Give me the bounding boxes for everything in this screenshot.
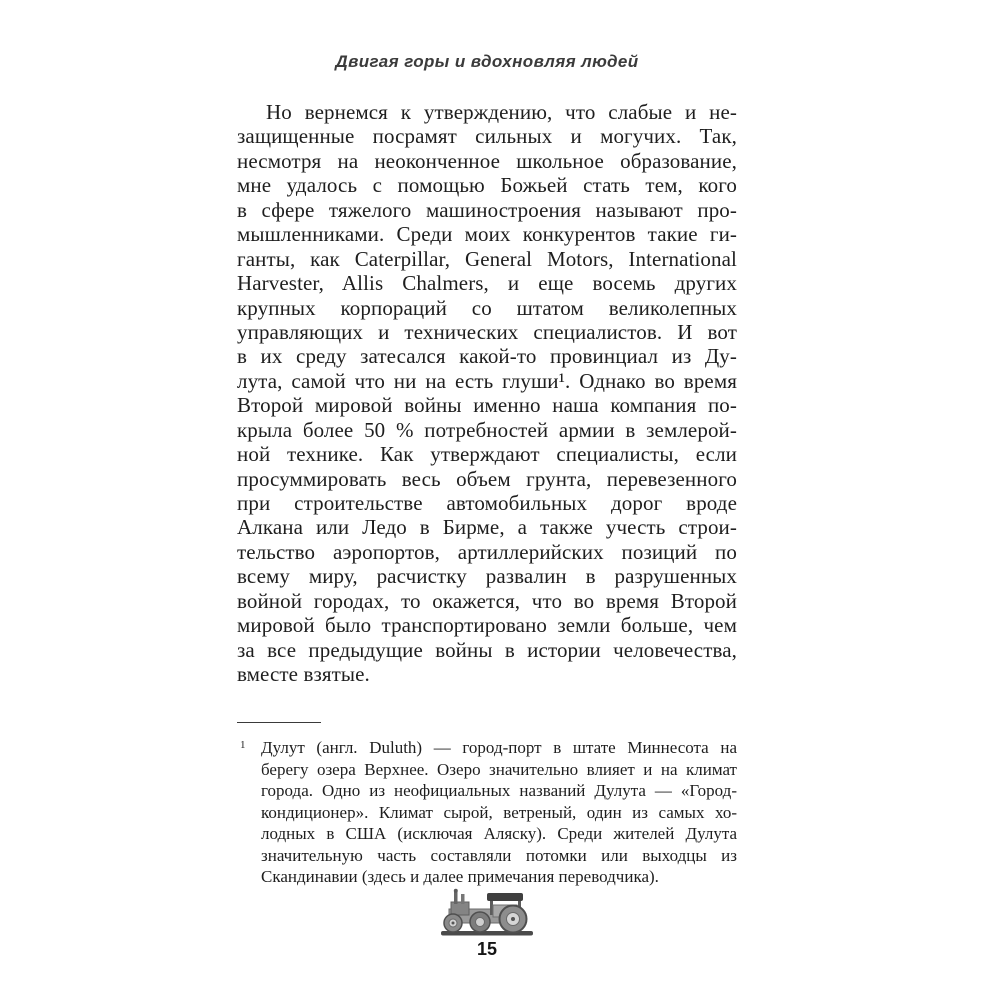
- body-line: тельство аэропортов, артиллерийских позиций по: [237, 539, 737, 564]
- body-line: несмотря на неоконченное школьное образование,: [237, 148, 737, 173]
- footnote-line: города. Одно из неофициальных названий Дулута — «Город-: [261, 781, 737, 800]
- tractor-icon: [439, 888, 535, 940]
- body-line: в сфере тяжелого машиностроения называют про-: [237, 197, 737, 222]
- body-line-paragraph-end: вместе взятые.: [237, 662, 370, 687]
- footnote: [237, 737, 737, 888]
- page-number: 15: [476, 939, 498, 959]
- footnote-line: лодных в США (исключая Аляску). Среди жителей Дулута: [261, 824, 737, 843]
- footnote-line: Дулут (англ. Duluth) — город-порт в штате Миннесота на: [261, 738, 737, 757]
- body-line: за все предыдущие войны в истории человечества,: [237, 637, 737, 662]
- footnote-separator-rule: [237, 722, 321, 723]
- body-line: Второй мировой войны именно наша компания по-: [237, 393, 737, 418]
- body-line: в их среду затесался какой-то провинциал из Ду-: [237, 344, 737, 369]
- body-line: крыла более 50 % потребностей армии в землерой-: [237, 417, 737, 442]
- body-line: крупных корпораций со штатом великолепных: [237, 295, 737, 320]
- body-line: всему миру, расчистку развалин в разрушенных: [237, 564, 737, 589]
- body-line: Harvester, Allis Chalmers, и еще восемь других: [237, 271, 737, 296]
- body-line: защищенные посрамят сильных и могучих. Так,: [237, 124, 737, 149]
- body-line: мышленниками. Среди моих конкурентов такие ги-: [237, 222, 737, 247]
- running-header: Двигая горы и вдохновляя людей: [335, 52, 639, 71]
- footnote-line: Скандинавии (здесь и далее примечания переводчика).: [261, 867, 659, 886]
- body-line: управляющих и технических специалистов. И вот: [237, 319, 737, 344]
- body-line: при строительстве автомобильных дорог вроде: [237, 491, 737, 515]
- body-line: мне удалось с помощью Божьей стать тем, кого: [237, 173, 737, 198]
- body-line: мировой было транспортировано земли больше, чем: [237, 613, 737, 638]
- body-line: ганты, как Caterpillar, General Motors, International: [237, 246, 737, 271]
- body-line-footnote-ref: лута, самой что ни на есть глуши¹. Однако во время: [237, 368, 737, 393]
- body-line: ной технике. Как утверждают специалисты, если: [237, 442, 737, 467]
- footnote-line: значительную часть составляли потомки или выходцы из: [261, 845, 737, 865]
- body-line: Алкана или Ледо в Бирме, а также учесть строи-: [237, 515, 737, 540]
- footnote-line: берегу озера Верхнее. Озеро значительно влияет и на климат: [261, 759, 737, 779]
- body-paragraph: [237, 100, 737, 687]
- footnote-marker: 1: [240, 739, 246, 751]
- tractor-illustration: [439, 888, 535, 940]
- body-line: просуммировать весь объем грунта, перевезенного: [237, 466, 737, 491]
- body-line: войной городах, то окажется, что во время Второй: [237, 588, 737, 613]
- body-line: Но вернемся к утверждению, что слабые и не-: [266, 100, 737, 124]
- footnote-line: кондиционер». Климат сырой, ветреный, один из самых хо-: [261, 802, 737, 822]
